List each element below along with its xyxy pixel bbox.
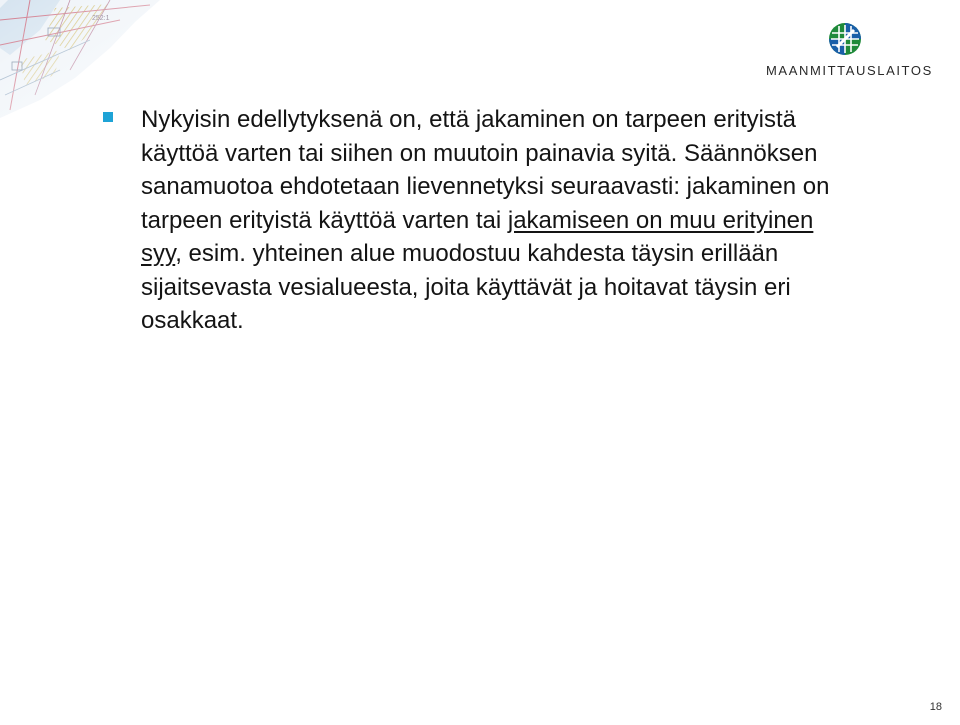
bullet-list: [100, 103, 860, 338]
bullet-paragraph: [141, 103, 860, 338]
bullet-text-part1: Nykyisin edellytyksenä on, että jakaminen on tarpeen erityistä käyttöä varten tai siihen on muutoin painavia syitä. Säännöksen sanamuotoa ehdotetaan lievennetyksi seuraavasti: jakaminen on tarpeen erityistä käyttöä varten tai: [141, 106, 830, 234]
bullet-text-part2: , esim. yhteinen alue muodostuu kahdesta täysin erillään sijaitsevasta vesialueesta, joita käyttävät ja hoitavat täysin eri osakkaat.: [141, 240, 791, 334]
square-bullet-icon: [103, 112, 113, 122]
maanmittauslaitos-logo: [758, 22, 938, 82]
map-fragment-image: [0, 0, 175, 120]
logo-text: MAANMITTAUSLAITOS: [766, 63, 933, 78]
page-number: 18: [929, 701, 942, 713]
bullet-text-underlined: jakamiseen on muu erityinen syy: [141, 206, 814, 267]
list-item: [100, 103, 860, 338]
compass-grid-icon: [828, 22, 862, 56]
